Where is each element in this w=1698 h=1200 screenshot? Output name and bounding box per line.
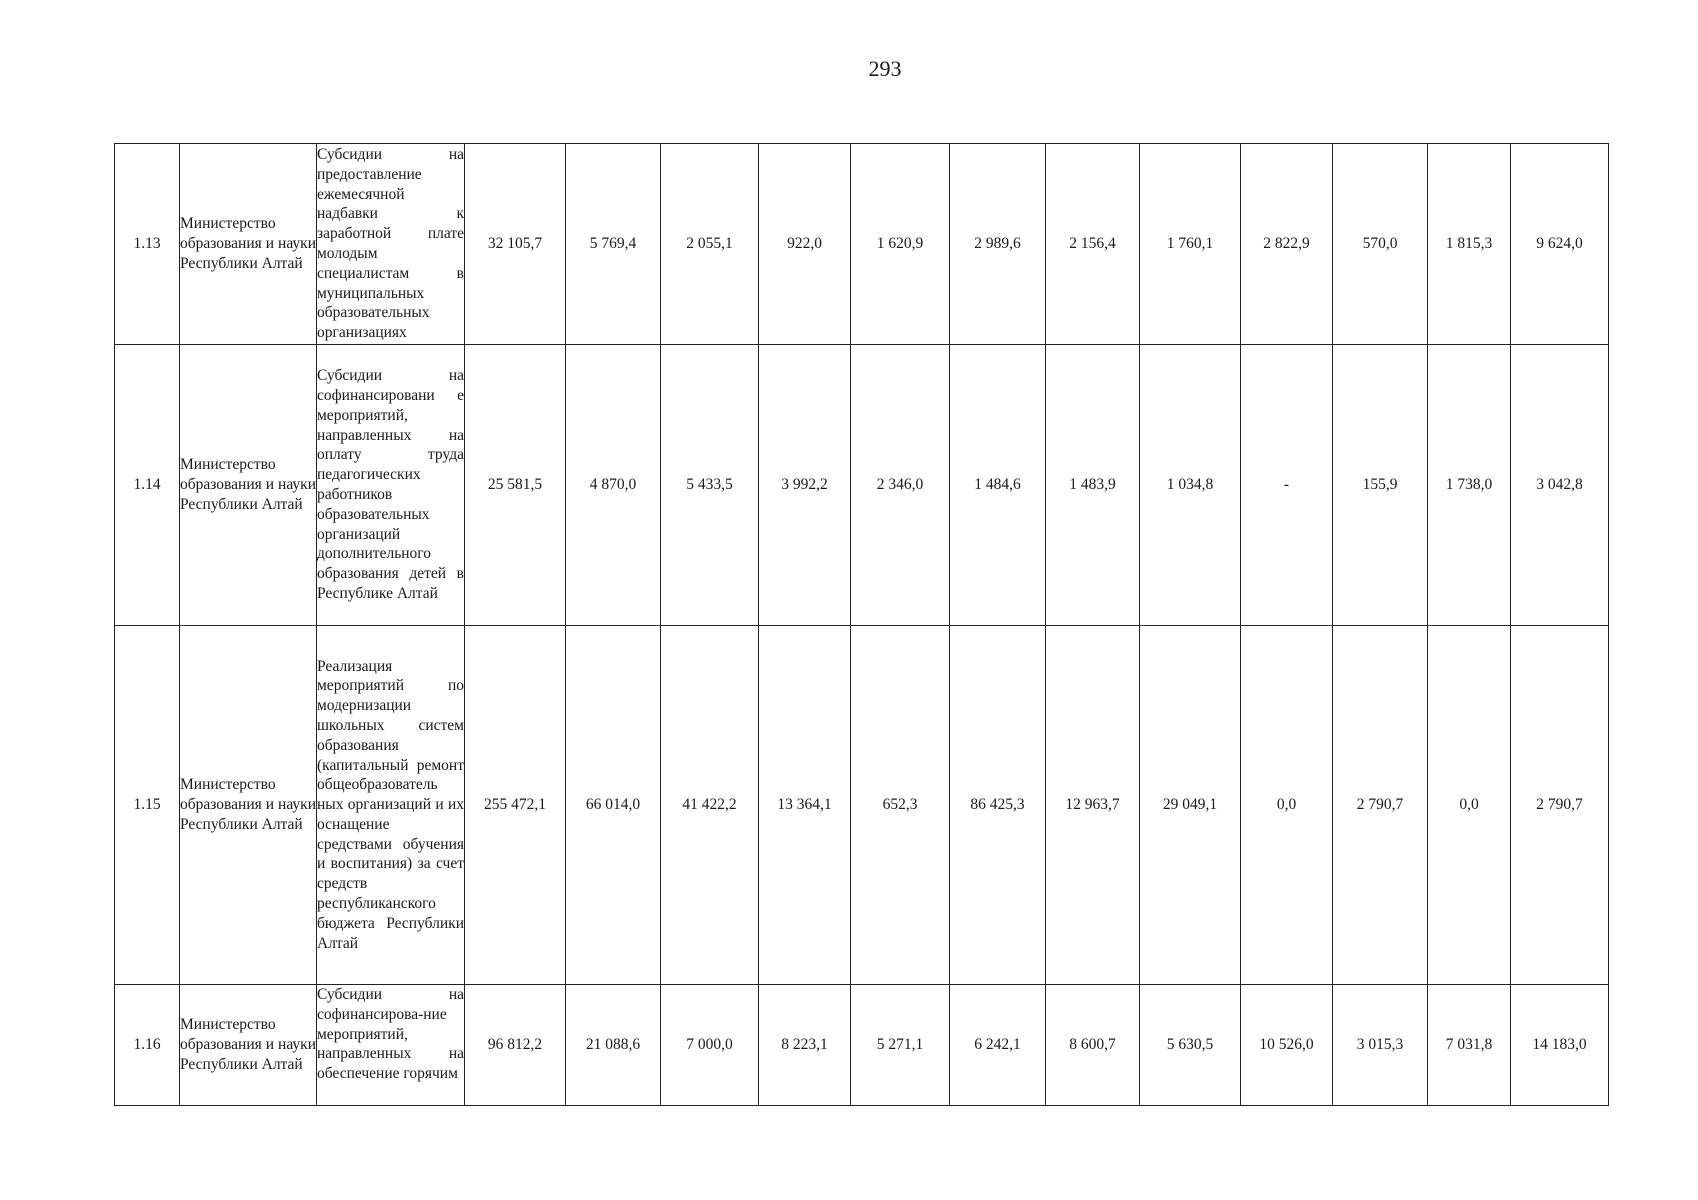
value-cell: 922,0 [759, 144, 851, 345]
value-cell: 66 014,0 [566, 626, 661, 985]
table-row [115, 144, 1609, 345]
value-cell: 2 156,4 [1046, 144, 1140, 345]
row-index: 1.15 [115, 626, 180, 985]
value-cell: 32 105,7 [465, 144, 566, 345]
value-cell: 5 630,5 [1140, 985, 1241, 1106]
value-cell: 255 472,1 [465, 626, 566, 985]
table-row [115, 985, 1609, 1106]
organization-cell: Министерство образования и науки Республики Алтай [180, 985, 317, 1106]
value-cell: 3 042,8 [1511, 345, 1609, 626]
value-cell: 29 049,1 [1140, 626, 1241, 985]
value-cell: 5 433,5 [661, 345, 759, 626]
value-cell: 13 364,1 [759, 626, 851, 985]
value-cell: 5 769,4 [566, 144, 661, 345]
value-cell: 2 989,6 [950, 144, 1046, 345]
description-cell: Субсидии на софинансировани е мероприятий, направленных на оплату труда педагогических работников образовательных организаций дополнительного образования детей в Республике Алтай [317, 345, 465, 626]
value-cell: - [1241, 345, 1333, 626]
value-cell: 4 870,0 [566, 345, 661, 626]
table-row [115, 345, 1609, 626]
description-cell: Субсидии на предоставление ежемесячной надбавки к заработной плате молодым специалистам в муниципальных образовательных организациях [317, 144, 465, 345]
description-cell: Реализация мероприятий по модернизации школьных систем образования (капитальный ремонт общеобразователь ных организаций и их оснащение средствами обучения и воспитания) за счет средств республиканского бюджета Республики Алтай [317, 626, 465, 985]
value-cell: 2 346,0 [851, 345, 950, 626]
value-cell: 10 526,0 [1241, 985, 1333, 1106]
row-index: 1.13 [115, 144, 180, 345]
value-cell: 1 738,0 [1428, 345, 1511, 626]
table-row [115, 626, 1609, 985]
organization-cell: Министерство образования и науки Республики Алтай [180, 144, 317, 345]
value-cell: 1 034,8 [1140, 345, 1241, 626]
value-cell: 6 242,1 [950, 985, 1046, 1106]
value-cell: 12 963,7 [1046, 626, 1140, 985]
value-cell: 1 620,9 [851, 144, 950, 345]
row-index: 1.16 [115, 985, 180, 1106]
value-cell: 7 000,0 [661, 985, 759, 1106]
value-cell: 1 815,3 [1428, 144, 1511, 345]
value-cell: 86 425,3 [950, 626, 1046, 985]
value-cell: 21 088,6 [566, 985, 661, 1106]
value-cell: 25 581,5 [465, 345, 566, 626]
organization-cell: Министерство образования и науки Республики Алтай [180, 626, 317, 985]
value-cell: 41 422,2 [661, 626, 759, 985]
value-cell: 1 484,6 [950, 345, 1046, 626]
value-cell: 2 790,7 [1511, 626, 1609, 985]
value-cell: 14 183,0 [1511, 985, 1609, 1106]
value-cell: 652,3 [851, 626, 950, 985]
page-number: 293 [868, 56, 902, 81]
value-cell: 2 822,9 [1241, 144, 1333, 345]
value-cell: 2 055,1 [661, 144, 759, 345]
value-cell: 570,0 [1333, 144, 1428, 345]
value-cell: 96 812,2 [465, 985, 566, 1106]
value-cell: 0,0 [1428, 626, 1511, 985]
value-cell: 155,9 [1333, 345, 1428, 626]
value-cell: 9 624,0 [1511, 144, 1609, 345]
description-text: Субсидии на софинансирова-ние мероприятий, направленных на обеспечение горячим [317, 986, 464, 1083]
value-cell: 7 031,8 [1428, 985, 1511, 1106]
value-cell: 1 483,9 [1046, 345, 1140, 626]
value-cell: 3 992,2 [759, 345, 851, 626]
value-cell: 3 015,3 [1333, 985, 1428, 1106]
value-cell: 8 223,1 [759, 985, 851, 1106]
value-cell: 8 600,7 [1046, 985, 1140, 1106]
organization-cell: Министерство образования и науки Республики Алтай [180, 345, 317, 626]
value-cell: 5 271,1 [851, 985, 950, 1106]
value-cell: 1 760,1 [1140, 144, 1241, 345]
description-cell [317, 985, 465, 1106]
value-cell: 0,0 [1241, 626, 1333, 985]
value-cell: 2 790,7 [1333, 626, 1428, 985]
row-index: 1.14 [115, 345, 180, 626]
budget-table [114, 143, 1609, 1106]
